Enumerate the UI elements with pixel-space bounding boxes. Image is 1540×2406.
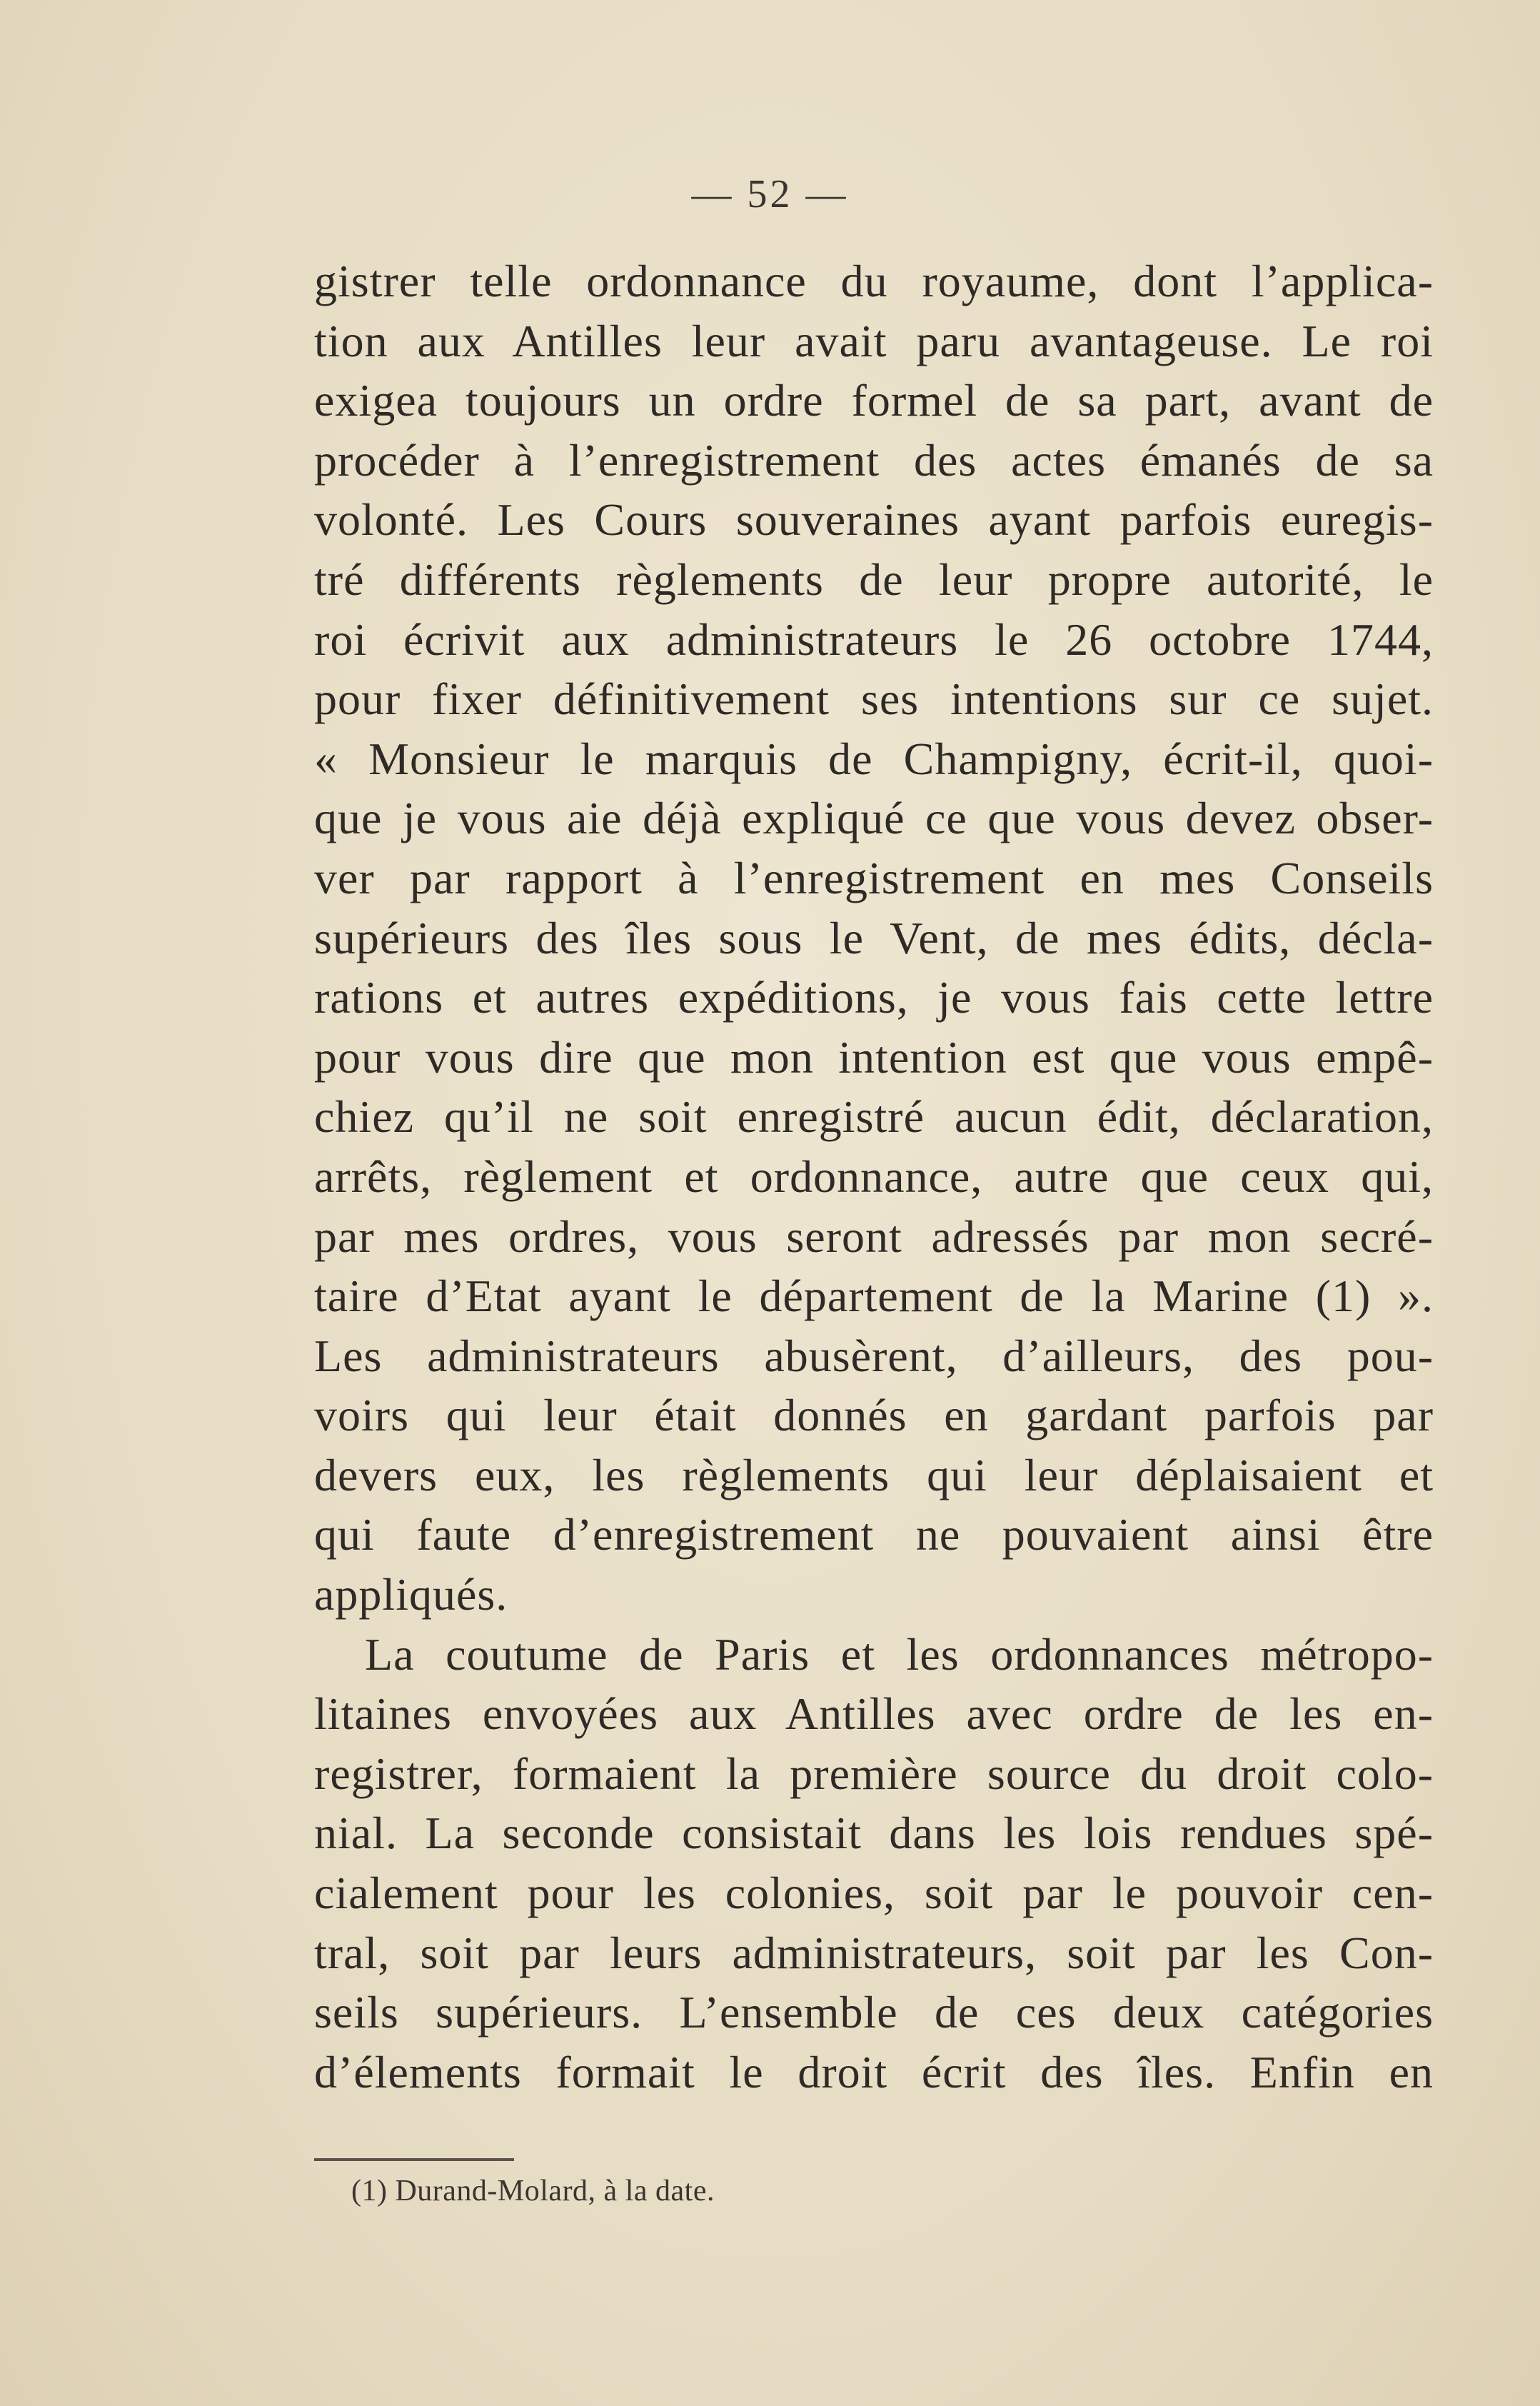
text-line: tré différents règlements de leur propre autorité, le bbox=[314, 553, 1434, 605]
text-line: procéder à l’enregistrement des actes émanés de sa bbox=[314, 434, 1434, 486]
text-line: appliqués. bbox=[314, 1569, 508, 1620]
text-line: registrer, formaient la première source du droit colo- bbox=[314, 1748, 1434, 1799]
text-line: litaines envoyées aux Antilles avec ordre de les en- bbox=[314, 1688, 1434, 1740]
text-line: voirs qui leur était donnés en gardant parfois par bbox=[314, 1390, 1434, 1441]
text-line: nial. La seconde consistait dans les lois rendues spé- bbox=[314, 1808, 1434, 1859]
text-line: devers eux, les règlements qui leur déplaisaient et bbox=[314, 1449, 1434, 1500]
text-line: d’élements formait le droit écrit des îles. Enfin en bbox=[314, 2046, 1434, 2097]
text-line: taire d’Etat ayant le département de la Marine (1) ». bbox=[314, 1270, 1434, 1322]
text-line: rations et autres expéditions, je vous fais cette lettre bbox=[314, 972, 1434, 1023]
text-line: que je vous aie déjà expliqué ce que vous devez obser- bbox=[314, 793, 1434, 844]
footnote: (1) Durand-Molard, à la date. bbox=[351, 2175, 715, 2207]
text-line: La coutume de Paris et les ordonnances métropo- bbox=[365, 1628, 1434, 1680]
footnote-divider bbox=[314, 2158, 514, 2161]
text-line: chiez qu’il ne soit enregistré aucun édit, déclaration, bbox=[314, 1091, 1434, 1143]
text-line: pour vous dire que mon intention est que vous empê- bbox=[314, 1031, 1434, 1083]
text-line: arrêts, règlement et ordonnance, autre que ceux qui, bbox=[314, 1151, 1434, 1202]
text-line: supérieurs des îles sous le Vent, de mes édits, décla- bbox=[314, 912, 1434, 963]
text-line: volonté. Les Cours souveraines ayant parfois euregis- bbox=[314, 494, 1434, 546]
text-line: pour fixer définitivement ses intentions sur ce sujet. bbox=[314, 673, 1434, 725]
text-line: ver par rapport à l’enregistrement en mes Conseils bbox=[314, 852, 1434, 903]
text-line: seils supérieurs. L’ensemble de ces deux catégories bbox=[314, 1987, 1434, 2038]
body-text bbox=[314, 251, 1434, 2102]
text-line: « Monsieur le marquis de Champigny, écrit-il, quoi- bbox=[314, 733, 1434, 784]
text-line: roi écrivit aux administrateurs le 26 octobre 1744, bbox=[314, 613, 1434, 665]
text-line: Les administrateurs abusèrent, d’ailleurs, des pou- bbox=[314, 1330, 1434, 1381]
text-line: par mes ordres, vous seront adressés par mon secré- bbox=[314, 1210, 1434, 1262]
text-line: gistrer telle ordonnance du royaume, dont l’applica- bbox=[314, 256, 1434, 306]
text-line: exigea toujours un ordre formel de sa part, avant de bbox=[314, 375, 1434, 426]
text-line: tral, soit par leurs administrateurs, soit par les Con- bbox=[314, 1927, 1434, 1978]
page-number: — 52 — bbox=[691, 172, 849, 216]
text-line: tion aux Antilles leur avait paru avantageuse. Le roi bbox=[314, 315, 1434, 366]
text-line: cialement pour les colonies, soit par le pouvoir cen- bbox=[314, 1868, 1434, 1919]
text-line: qui faute d’enregistrement ne pouvaient ainsi être bbox=[314, 1509, 1434, 1560]
